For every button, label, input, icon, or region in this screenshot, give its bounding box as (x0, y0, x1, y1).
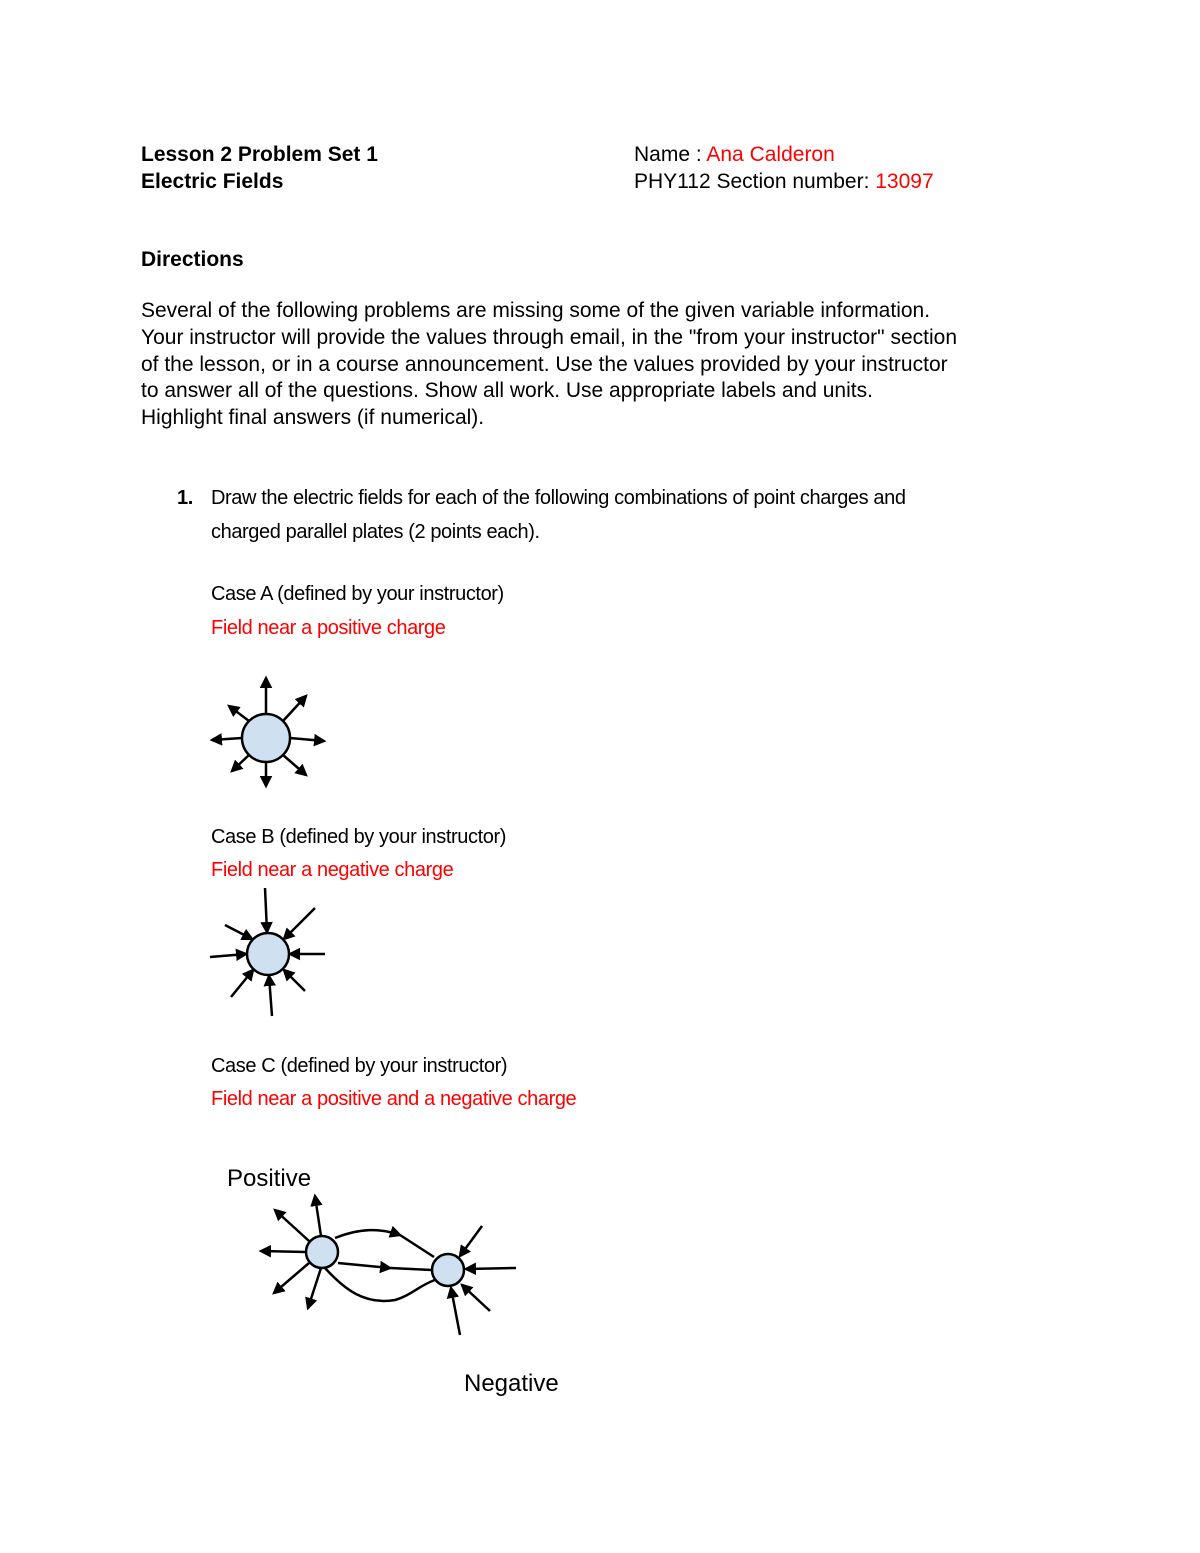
positive-charge-icon (242, 714, 290, 762)
case-c-label: Case C (defined by your instructor) (211, 1055, 508, 1077)
case-b-answer: Field near a negative charge (211, 859, 454, 881)
case-a-answer: Field near a positive charge (211, 617, 446, 639)
positive-charge-icon (306, 1236, 338, 1268)
question-text: charged parallel plates (2 points each). (211, 521, 540, 543)
doc-title: Lesson 2 Problem Set 1 (141, 143, 378, 166)
case-c-diagram (261, 1196, 516, 1335)
directions-line: Several of the following problems are missing some of the given variable information. (141, 299, 931, 322)
section-number: 13097 (875, 170, 934, 193)
case-c-answer: Field near a positive and a negative charge (211, 1088, 577, 1110)
directions-line: Highlight final answers (if numerical). (141, 406, 485, 430)
doc-subtitle: Electric Fields (141, 170, 284, 193)
question-number: 1. (177, 487, 193, 509)
directions-line: of the lesson, or in a course announcement. Use the values provided by your instructor (141, 352, 948, 376)
negative-label: Negative (464, 1370, 559, 1397)
directions-heading: Directions (141, 248, 244, 271)
case-a-label: Case A (defined by your instructor) (211, 583, 504, 605)
question-text: Draw the electric fields for each of the following combinations of point charges and (211, 487, 906, 509)
negative-charge-icon (432, 1254, 464, 1286)
section-label: PHY112 Section number: (634, 170, 876, 193)
case-b-label: Case B (defined by your instructor) (211, 826, 507, 848)
student-name: Ana Calderon (706, 143, 835, 166)
directions-line: to answer all of the questions. Show all work. Use appropriate labels and units. (141, 379, 873, 403)
negative-charge-icon (247, 933, 289, 975)
positive-label: Positive (227, 1165, 312, 1192)
name-label: Name : (634, 143, 707, 166)
directions-line: Your instructor will provide the values through email, in the "from your instructor" section (141, 325, 958, 349)
